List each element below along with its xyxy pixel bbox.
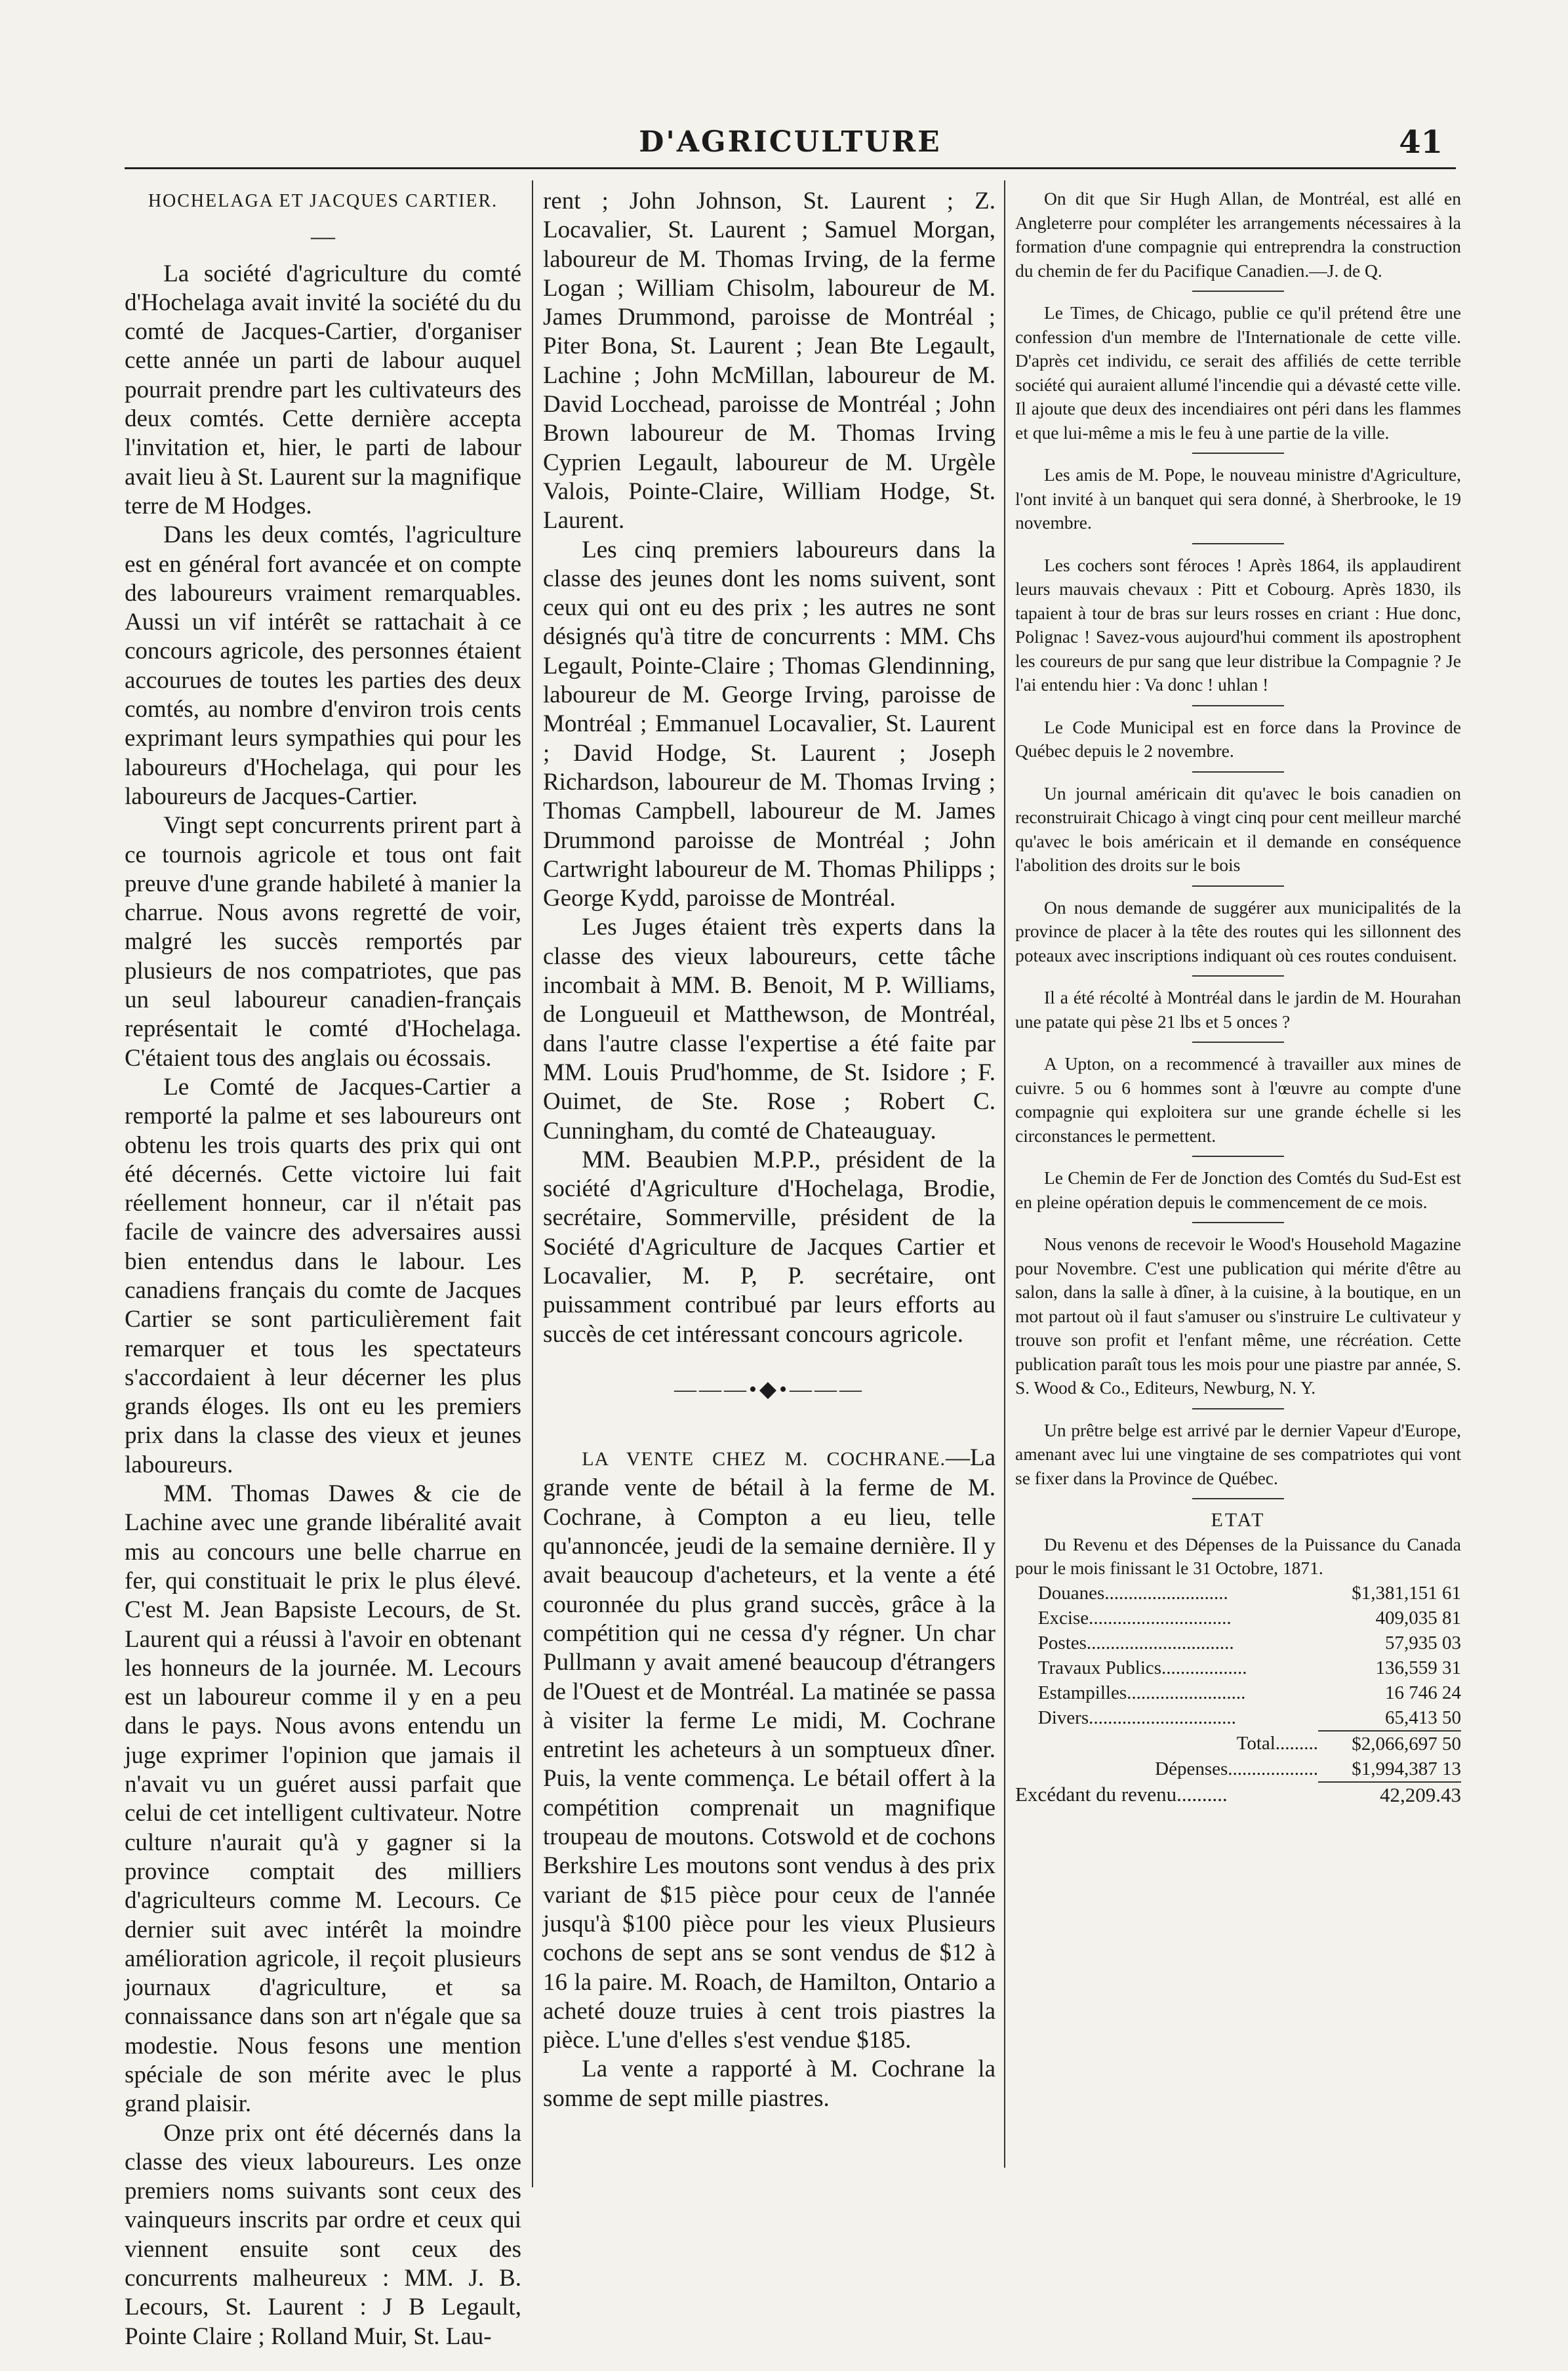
separator (1192, 705, 1284, 706)
article-paragraph: Le Comté de Jacques-Cartier a remporté la palme et ses laboureurs ont obtenu les trois quarts des prix qui ont été décernés. Cette victoire lui fait réellement honneur, car il n'était pas facile de vaincre des adversaires aussi bien entendus dans le labour. Les canadiens français du comte de Jacques Cartier se sont particulièrement fait remarquer et tous les spectateurs s'accordaient à leur décerner les plus grands éloges. Ils ont eu les premiers prix dans la classe des vieux et jeunes laboureurs. (125, 1073, 521, 1478)
etat-label: Travaux Publics.................. (1037, 1657, 1247, 1678)
separator (1192, 1222, 1284, 1223)
etat-label: Excise.............................. (1037, 1607, 1232, 1629)
etat-title: ETAT (1211, 1509, 1266, 1531)
article-heading-hochelaga: HOCHELAGA ET JACQUES CARTIER. (148, 191, 498, 211)
column-rule-right (1004, 180, 1005, 2168)
separator (1192, 291, 1284, 292)
page-number: 41 (1399, 124, 1443, 161)
running-title: D'AGRICULTURE (639, 125, 942, 159)
article-paragraph: Onze prix ont été décernés dans la classe des vieux laboureurs. Les onze premiers noms suivants sont ceux des vainqueurs inscrits par ordre et ceux qui viennent ensuite sont ceux des concurrents malheureux : MM. J. B. Lecours, St. Laurent : J B Legault, Pointe Claire ; Rolland Muir, St. Lau- (125, 2119, 521, 2350)
etat-excedant-amount: 42,209.43 (1318, 1782, 1461, 1808)
article-paragraph: MM. Beaubien M.P.P., président de la société d'Agriculture d'Hochelaga, Brodie, secrétaire, Sommerville, président de la Société d'Agriculture de Jacques Cartier et Locavalier, M. P, P. secrétaire, ont puissamment contribué par leurs efforts au succès de cet intéressant concours agricole. (543, 1146, 995, 1348)
heading-dash: — (311, 223, 335, 251)
article-paragraph: MM. Thomas Dawes & cie de Lachine avec une grande libéralité avait mis au concours une belle charrue en fer, qui constituait le prix le plus élevé. C'est M. Jean Bapsiste Lecours, de St. Laurent qui a réussi à l'avoir en obtenant les honneurs de la journée. M. Lecours est un laboureur comme il y en a peu dans le pays. Nous avons entendu un juge exprimer l'opinion que jamais il n'avait vu un guéret aussi parfait que celui de cet intelligent cultivateur. Notre culture n'aurait qu'à y gagner si la province comptait des milliers d'agriculteurs comme M. Lecours. Ce dernier suit avec intérêt la moindre amélioration agricole, il reçoit plusieurs journaux d'agriculture, et sa connaissance dans son art n'égale que sa modestie. Nous fesons une mention spéciale de son mérite avec le plus grand plaisir. (125, 1480, 521, 2118)
etat-row (1015, 1581, 1461, 1606)
separator (1192, 885, 1284, 887)
news-item: Le Code Municipal est en force dans la Province de Québec depuis le 2 novembre. (1015, 716, 1461, 761)
news-item: Il a été récolté à Montréal dans le jardin de M. Hourahan une patate qui pèse 21 lbs et 5 onces ? (1015, 987, 1461, 1032)
etat-amount: 57,935 03 (1385, 1632, 1461, 1653)
news-item: On dit que Sir Hugh Allan, de Montréal, est allé en Angleterre pour compléter les arrangements nécessaires à la formation d'une compagnie qui entreprendra la construction du chemin de fer du Pacifique Canadien.—J. de Q. (1015, 188, 1461, 281)
etat-row (1015, 1606, 1461, 1631)
etat-depenses-label: Dépenses................... (1155, 1758, 1319, 1779)
article-paragraph: La société d'agriculture du comté d'Hochelaga avait invité la société du du comté de Jacques-Cartier, d'organiser cette année un parti de labour auquel pourrait prendre part les cultivateurs des deux comtés. Cette dernière accepta l'invitation et, hier, le parti de labour avait lieu à St. Laurent sur la magnifique terre de M Hodges. (125, 260, 521, 519)
ornament-divider: ———•◆•——— (674, 1377, 864, 1402)
etat-label: Postes............................... (1037, 1632, 1234, 1653)
etat-total-row (1015, 1731, 1461, 1756)
page-header (125, 121, 1456, 169)
etat-row (1015, 1705, 1461, 1731)
news-item: Un prêtre belge est arrivé par le dernier Vapeur d'Europe, amenant avec lui une vingtaine de ses compatriotes qui vont se fixer dans la Province de Québec. (1015, 1419, 1461, 1488)
etat-amount: 136,559 31 (1375, 1657, 1461, 1678)
etat-row (1015, 1631, 1461, 1655)
separator (1192, 975, 1284, 977)
column-right (1015, 187, 1461, 1808)
news-item: A Upton, on a recommencé à travailler aux mines de cuivre. 5 ou 6 hommes sont à l'œuvre au compte d'une compagnie qui exploitera sur une grande échelle si les circonstances le permettent. (1015, 1053, 1461, 1146)
separator (1192, 1156, 1284, 1157)
separator (1192, 453, 1284, 454)
etat-excedant-row (1015, 1782, 1461, 1808)
article-paragraph: Vingt sept concurrents prirent part à ce tournois agricole et tous ont fait preuve d'une grande habileté à manier la charrue. Nous avons regretté de voir, malgré les succès remportés par plusieurs de nos compatriotes, que pas un seul laboureur canadien-français représentait le comté d'Hochelaga. C'étaient tous des anglais ou écossais. (125, 812, 521, 1072)
news-item: Les amis de M. Pope, le nouveau ministre d'Agriculture, l'ont invité à un banquet qui sera donné, à Sherbrooke, le 19 novembre. (1015, 464, 1461, 533)
news-item: On nous demande de suggérer aux municipalités de la province de placer à la tête des routes qui les sillonnent des poteaux avec inscriptions indiquant où ces routes conduisent. (1015, 897, 1461, 965)
vente-text: —La grande vente de bétail à la ferme de M. Cochrane, à Compton a eu lieu, telle qu'annoncée, jeudi de la semaine dernière. Il y avait beaucoup d'acheteurs, et la vente a été couronnée du plus grand succès, grâce à la compétition qui ne cessa d'y régner. Un char Pullmann y avait amené beaucoup d'étrangers de l'Ouest et de Montréal. La matinée se passa à visiter la ferme Le midi, M. Cochrane entretint les acheteurs à un somptueux dîner. Puis, la vente commença. Le bétail offert à la compétition comprenait un magnifique troupeau de moutons. Cotswold et de cochons Berkshire Les moutons sont vendus à des prix variant de $15 pièce pour ceux de l'année jusqu'à $100 pièce pour les vieux Plusieurs cochons de sept ans se sont vendus de $12 à 16 la paire. M. Roach, de Hamilton, Ontario a acheté douze truies à cent trois piastres la pièce. L'une d'elles s'est vendue $185. (543, 1444, 995, 2054)
separator (1192, 771, 1284, 773)
article-paragraph: Les cinq premiers laboureurs dans la classe des jeunes dont les noms suivent, sont ceux qui ont eu des prix ; les autres ne sont désignés qu'à titre de concurrents : MM. Chs Legault, Pointe-Claire ; Thomas Glendinning, laboureur de M. George Irving, paroisse de Montréal ; Emmanuel Locavalier, St. Laurent ; David Hodge, St. Laurent ; Joseph Richardson, laboureur de M. Thomas Irving ; Thomas Campbell, laboureur de M. James Drummond paroisse de Montréal ; John Cartwright laboureur de M. Thomas Philipps ; George Kydd, paroisse de Montréal. (543, 536, 995, 912)
etat-intro: Du Revenu et des Dépenses de la Puissance du Canada pour le mois finissant le 31 Octobre, 1871. (1015, 1533, 1461, 1578)
separator (1192, 1408, 1284, 1409)
separator (1192, 1042, 1284, 1043)
etat-excedant-label: Excédant du revenu.......... (1015, 1783, 1228, 1806)
vente-paragraph (543, 1444, 995, 2055)
etat-label: Divers............................... (1037, 1707, 1236, 1728)
etat-amount: 409,035 81 (1375, 1607, 1461, 1629)
etat-amount: 16 746 24 (1385, 1682, 1461, 1703)
news-item: Le Times, de Chicago, publie ce qu'il prétend être une confession d'un membre de l'Internationale de cette ville. D'après cet individu, ce serait des affiliés de cette terrible société qui auraient allumé l'incendie qui a dévasté cette ville. Il ajoute que deux des incendiaires ont péri dans les flammes et que lui-même a mis le feu à une partie de la ville. (1015, 302, 1461, 443)
news-item: Les cochers sont féroces ! Après 1864, ils applaudirent leurs mauvais chevaux : Pitt et Cobourg. Après 1830, ils tapaient à tour de bras sur leurs rosses en criant : Hue donc, Polignac ! Savez-vous aujourd'hui comment ils apostrophent les coureurs de pur sang que leur distribue la Compagnie ? Je l'ai entendu hier : Va donc ! uhlan ! (1015, 554, 1461, 695)
etat-label: Douanes.......................... (1037, 1582, 1228, 1604)
article-paragraph: Les Juges étaient très experts dans la classe des vieux laboureurs, cette tâche incombait à MM. B. Benoit, M P. Williams, de Longueuil et Matthewson, de Montréal, dans l'autre classe l'expertise a été faite par MM. Louis Prud'homme, de St. Isidore ; F. Ouimet, de Ste. Rose ; Robert C. Cunningham, du comté de Chateauguay. (543, 914, 995, 1145)
etat-amount: 65,413 50 (1385, 1707, 1461, 1728)
etat-amount: $1,381,151 61 (1352, 1582, 1461, 1604)
article-paragraph: La vente a rapporté à M. Cochrane la somme de sept mille piastres. (543, 2056, 995, 2112)
etat-row (1015, 1655, 1461, 1680)
etat-depenses-row (1015, 1756, 1461, 1782)
etat-total-label: Total......... (1236, 1733, 1319, 1754)
news-item: Nous venons de recevoir le Wood's Household Magazine pour Novembre. C'est une publication qui mérite d'être au salon, dans la salle à dîner, à la cuisine, à la boutique, en un mot partout où il faut s'amuser ou s'instruire Le cultivateur y trouve son profit et l'enfant même, une récréation. Cette publication paraît tous les mois pour une piastre par année, S. S. Wood & Co., Editeurs, Newburg, N. Y. (1015, 1234, 1461, 1398)
news-item: Un journal américain dit qu'avec le bois canadien on reconstruirait Chicago à vingt cinq pour cent meilleur marché qu'avec le bois américain et il demande en conséquence l'abolition des droits sur le bois (1015, 782, 1461, 875)
separator (1192, 543, 1284, 544)
etat-total-amount: $2,066,697 50 (1318, 1731, 1461, 1756)
column-middle (543, 187, 995, 2113)
news-item: Le Chemin de Fer de Jonction des Comtés du Sud-Est est en pleine opération depuis le commencement de ce mois. (1015, 1167, 1461, 1212)
vente-heading: LA VENTE CHEZ M. COCHRANE. (582, 1448, 946, 1470)
etat-label: Estampilles......................... (1037, 1682, 1246, 1703)
column-rule-left (532, 180, 533, 2187)
etat-table (1015, 1581, 1461, 1808)
column-left (125, 187, 521, 2351)
etat-depenses-amount: $1,994,387 13 (1352, 1758, 1461, 1779)
separator (1192, 1498, 1284, 1499)
etat-row (1015, 1680, 1461, 1705)
article-paragraph: rent ; John Johnson, St. Laurent ; Z. Locavalier, St. Laurent ; Samuel Morgan, laboureur de M. Thomas Irving, de la ferme Logan ; William Chisolm, laboureur de M. James Drummond, paroisse de Montréal ; Piter Bona, St. Laurent ; Jean Bte Legault, Lachine ; John McMillan, laboureur de M. David Locchead, paroisse de Montréal ; John Brown laboureur de M. Thomas Irving Cyprien Legault, laboureur de M. Urgèle Valois, Pointe-Claire, William Hodge, St. Laurent. (543, 188, 995, 535)
article-paragraph: Dans les deux comtés, l'agriculture est en général fort avancée et on compte des laboureurs vraiment remarquables. Aussi un vif intérêt se rattachait à ce concours agricole, des personnes étaient accourues de toutes les parties des deux comtés, au nombre d'environ trois cents exprimant leurs sympathies qui pour les laboureurs d'Hochelaga, qui pour les laboureurs de Jacques-Cartier. (125, 521, 521, 810)
etat-statement (1015, 1509, 1461, 1808)
